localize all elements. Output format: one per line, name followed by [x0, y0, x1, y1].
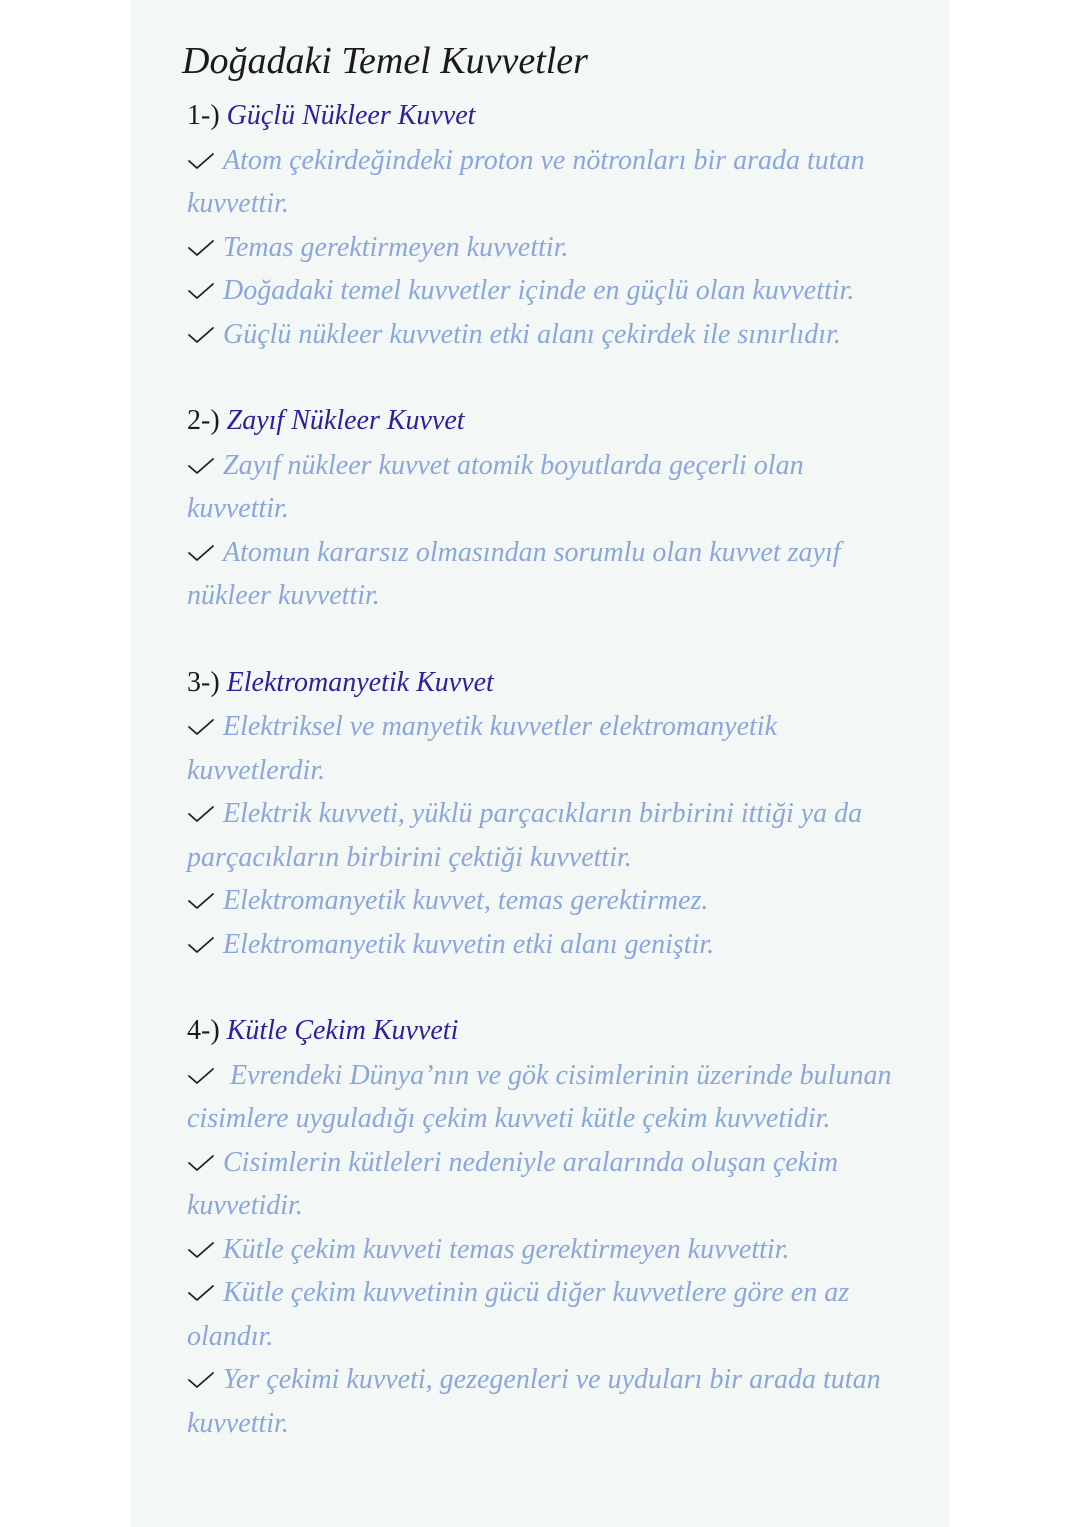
- bullet-item: [187, 1358, 899, 1445]
- bullet-item: [187, 792, 899, 879]
- bullet-item: [187, 531, 899, 618]
- bullet-text: Elektrik kuvveti, yüklü parçacıkların birbirini ittiği ya da parçacıkların birbirini çektiği kuvvettir.: [187, 798, 863, 873]
- bullet-item: [187, 1271, 899, 1358]
- checkmark-icon: [187, 1230, 215, 1250]
- bullet-text: Elektromanyetik kuvvet, temas gerektirmez.: [223, 885, 709, 916]
- checkmark-icon: [187, 141, 215, 161]
- section-title: Elektromanyetik Kuvvet: [226, 666, 494, 698]
- checkmark-icon: [187, 1056, 215, 1076]
- bullet-text: Temas gerektirmeyen kuvvettir.: [223, 231, 569, 263]
- checkmark-icon: [187, 533, 215, 553]
- bullet-item: [187, 1228, 899, 1272]
- bullet-item: [187, 269, 899, 313]
- bullet-item: [187, 705, 899, 792]
- section: [187, 1009, 899, 1445]
- checkmark-icon: [187, 925, 215, 945]
- bullet-text: Doğadaki temel kuvvetler içinde en güçlü olan kuvvettir.: [223, 275, 855, 306]
- checkmark-icon: [187, 1360, 215, 1380]
- bullet-item: [187, 444, 899, 531]
- bullet-text: Kütle çekim kuvveti temas gerektirmeyen kuvvettir.: [223, 1233, 790, 1265]
- bullet-item: [187, 1141, 899, 1228]
- section-heading: [187, 399, 899, 444]
- bullet-item: [187, 923, 899, 967]
- bullet-text: Elektromanyetik kuvvetin etki alanı geniştir.: [223, 928, 715, 960]
- checkmark-icon: [187, 271, 215, 291]
- checkmark-icon: [187, 446, 215, 466]
- section-title: Kütle Çekim Kuvveti: [226, 1015, 459, 1046]
- bullet-item: [187, 313, 899, 357]
- checkmark-icon: [187, 794, 215, 814]
- checkmark-icon: [187, 881, 215, 901]
- section-heading: [187, 1009, 899, 1054]
- section-title: Güçlü Nükleer Kuvvet: [226, 100, 476, 131]
- bullet-text: Zayıf nükleer kuvvet atomik boyutlarda geçerli olan kuvvettir.: [187, 449, 804, 524]
- bullet-text: Atom çekirdeğindeki proton ve nötronları bir arada tutan kuvvettir.: [187, 144, 865, 219]
- bullet-text: Evrendeki Dünya’nın ve gök cisimlerinin üzerinde bulunan cisimlere uyguladığı çekim kuvveti kütle çekim kuvvetidir.: [187, 1059, 892, 1134]
- bullet-text: Cisimlerin kütleleri nedeniyle aralarında oluşan çekim kuvvetidir.: [187, 1146, 839, 1221]
- section: [187, 399, 899, 618]
- checkmark-icon: [187, 315, 215, 335]
- bullet-item: [187, 879, 899, 923]
- section-number: 1-): [187, 100, 220, 131]
- section-number: 3-): [187, 666, 220, 698]
- section-title: Zayıf Nükleer Kuvvet: [226, 405, 465, 436]
- bullet-text: Kütle çekim kuvvetinin gücü diğer kuvvetlere göre en az olandır.: [187, 1277, 850, 1352]
- section-number: 4-): [187, 1015, 220, 1046]
- bullet-text: Elektriksel ve manyetik kuvvetler elektromanyetik kuvvetlerdir.: [187, 711, 777, 786]
- checkmark-icon: [187, 1273, 215, 1293]
- bullet-item: [187, 139, 899, 226]
- section: [187, 94, 899, 356]
- bullet-item: [187, 226, 899, 270]
- section-heading: [187, 661, 899, 706]
- bullet-item: [187, 1054, 899, 1141]
- note-content: [182, 36, 899, 1488]
- checkmark-icon: [187, 707, 215, 727]
- checkmark-icon: [187, 228, 215, 248]
- section: [187, 661, 899, 967]
- checkmark-icon: [187, 1143, 215, 1163]
- bullet-text: Yer çekimi kuvveti, gezegenleri ve uyduları bir arada tutan kuvvettir.: [187, 1364, 881, 1439]
- section-heading: [187, 94, 899, 139]
- section-number: 2-): [187, 405, 220, 436]
- bullet-text: Güçlü nükleer kuvvetin etki alanı çekirdek ile sınırlıdır.: [223, 318, 841, 350]
- bullet-text: Atomun kararsız olmasından sorumlu olan kuvvet zayıf nükleer kuvvettir.: [187, 536, 841, 611]
- page-title: Doğadaki Temel Kuvvetler: [182, 40, 588, 82]
